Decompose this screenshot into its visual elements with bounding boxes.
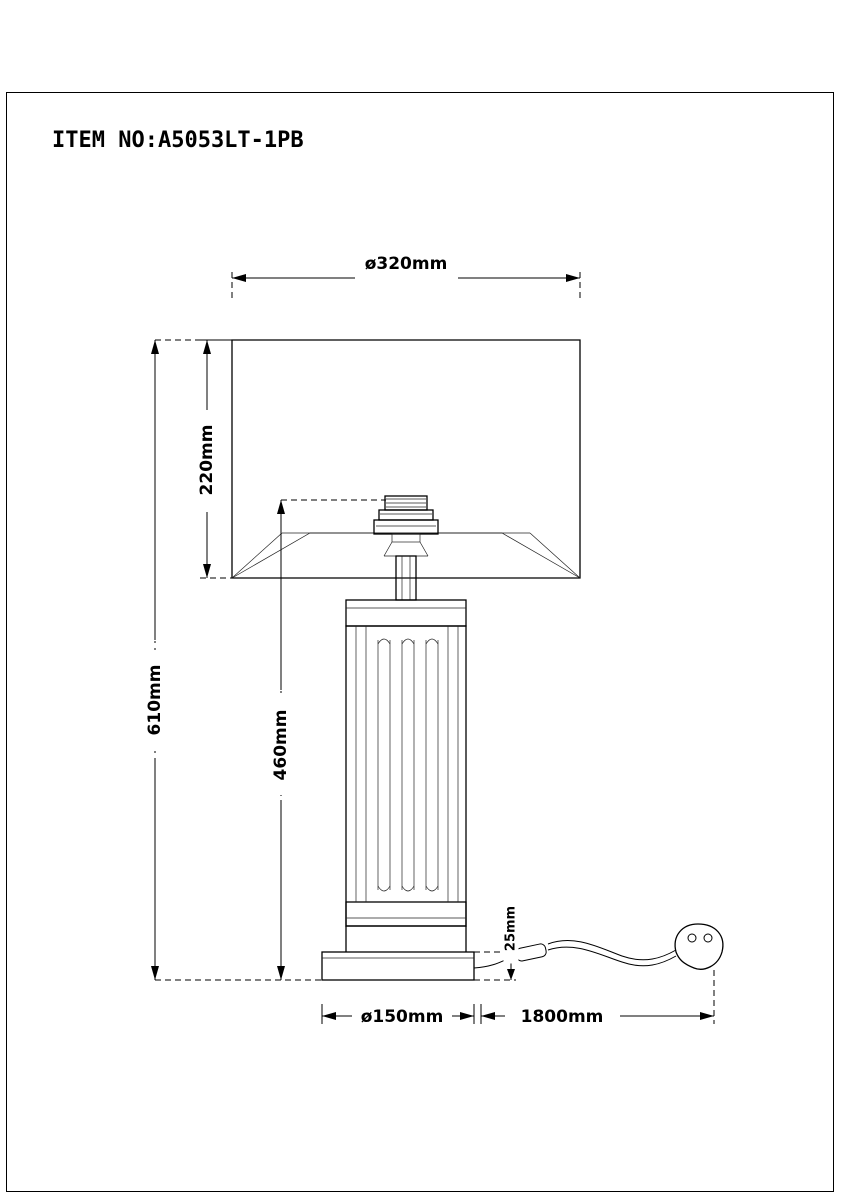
lamp-base [322, 926, 474, 980]
dimension-body-height [277, 500, 386, 980]
fluted-glass-column [346, 600, 466, 926]
dimension-base-diameter [322, 1004, 474, 1024]
dimension-shade-height [200, 340, 232, 578]
power-plug [675, 924, 723, 969]
label-base-thickness: 25mm [504, 894, 519, 964]
label-cord-length: 1800mm [512, 1007, 612, 1027]
label-body-height: 460mm [271, 695, 291, 795]
dimension-total-height [151, 340, 322, 980]
label-base-diameter: ø150mm [352, 1007, 452, 1027]
dimension-shade-diameter [232, 272, 580, 300]
dimension-cord-length [481, 970, 714, 1024]
inline-switch [515, 943, 547, 962]
lamp-socket [374, 496, 438, 556]
page-title: ITEM NO:A5053LT-1PB [52, 128, 304, 153]
label-total-height: 610mm [145, 650, 165, 750]
dimension-base-thickness [474, 900, 516, 980]
label-shade-height: 220mm [197, 410, 217, 510]
label-shade-diameter: ø320mm [356, 254, 456, 274]
